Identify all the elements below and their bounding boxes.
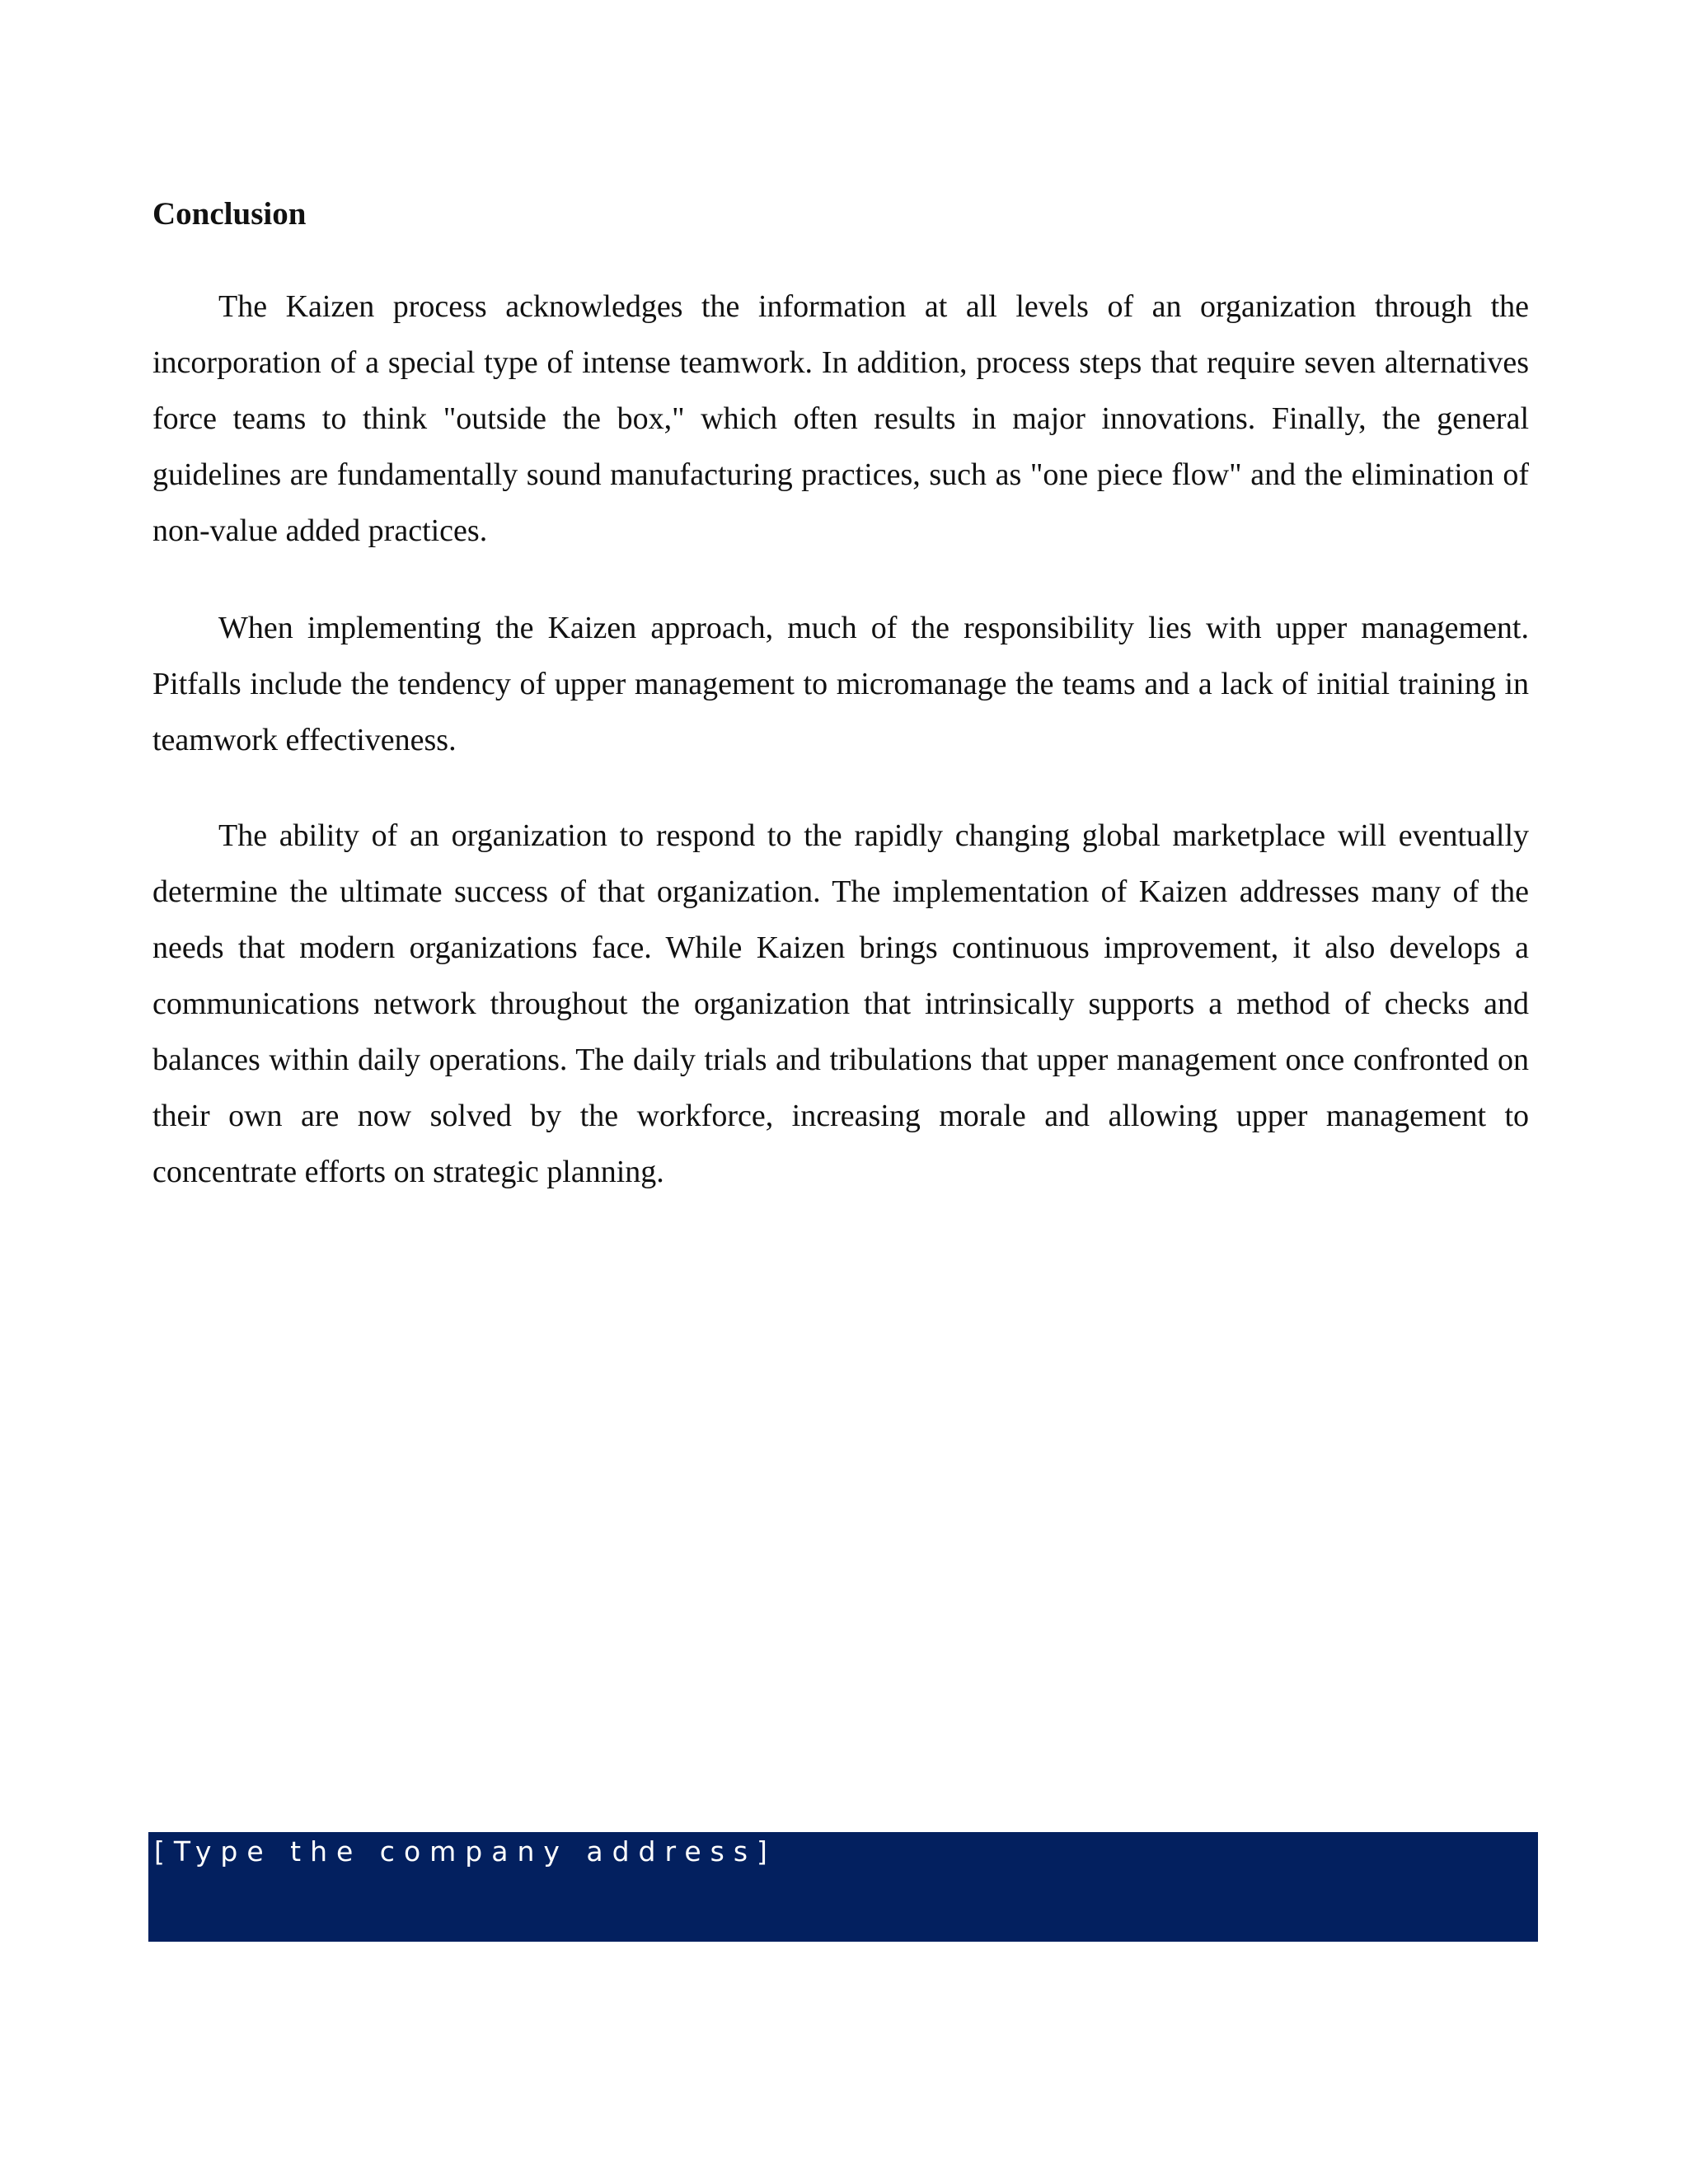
paragraph-3: The ability of an organization to respond to the rapidly changing global marketplace will eventually determine the ultimate success of that organization. The implementation of Kaizen addresses many of the needs that modern organizations face. While Kaizen brings continuous improvement, it also develops a communications network throughout the organization that intrinsically supports a method of checks and balances within daily operations. The daily trials and tribulations that upper management once confronted on their own are now solved by the workforce, increasing morale and allowing upper management to concentrate efforts on strategic planning.: [152, 818, 1529, 1189]
section-heading: Conclusion: [152, 196, 307, 232]
footer-address-bar: [148, 1832, 1538, 1942]
paragraph-1: The Kaizen process acknowledges the information at all levels of an organization through the incorporation of a special type of intense teamwork. In addition, process steps that require seven alternatives force teams to think "outside the box," which often results in major innovations. Finally, the general guidelines are fundamentally sound manufacturing practices, such as "one piece flow" and the elimination of non-value added practices.: [152, 289, 1529, 548]
paragraph-2: When implementing the Kaizen approach, much of the responsibility lies with upper management. Pitfalls include the tendency of upper management to micromanage the teams and a lack of initial training in teamwork effectiveness.: [152, 611, 1529, 757]
company-address-placeholder[interactable]: [Type the company address]: [154, 1835, 776, 1868]
